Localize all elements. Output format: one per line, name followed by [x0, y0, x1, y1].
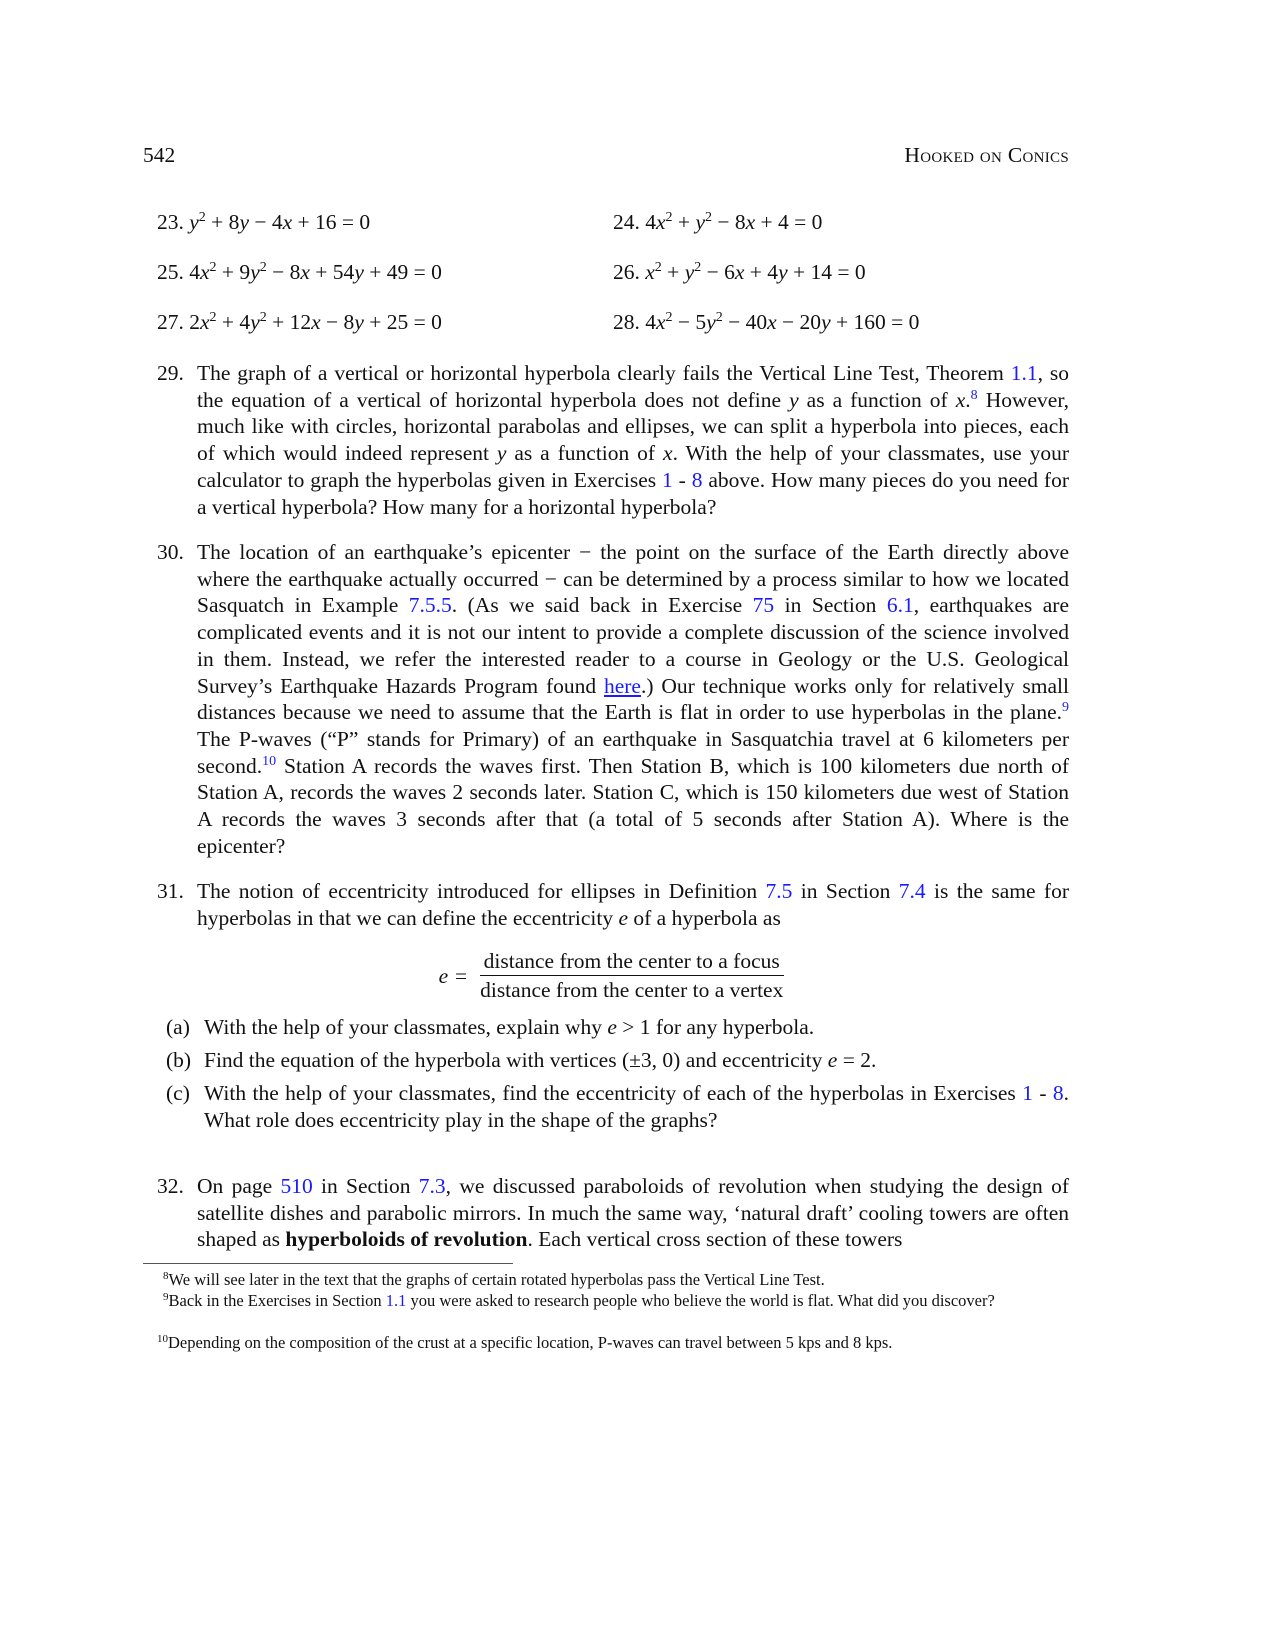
equation-exercises: [157, 210, 1069, 360]
footnote-divider: [143, 1263, 513, 1264]
text-run: .: [965, 387, 971, 412]
text-run: − 8: [320, 310, 355, 334]
text-run: However, much like with circles, horizontal parabolas and ellipses, we can split a hyperbola into pieces, each of which would indeed represent: [197, 387, 1070, 466]
sub-exercise-label: (a): [166, 1015, 190, 1040]
cross-ref-link[interactable]: 7.5: [765, 879, 793, 903]
text-run: 4: [189, 260, 200, 284]
exercise-number: 32.: [157, 1174, 184, 1198]
math-variable: y: [684, 260, 695, 284]
text-run: in Section: [774, 593, 887, 618]
math-variable: e: [607, 1015, 617, 1040]
sub-exercise: [166, 1047, 1069, 1074]
equation-row: [157, 210, 1069, 260]
text-run: We will see later in the text that the graphs of certain rotated hyperbolas pass the Vertical Line Test.: [168, 1270, 825, 1289]
exercise-text: [197, 1173, 1069, 1253]
cross-ref-link[interactable]: 1: [1022, 1080, 1033, 1105]
exercise-29: [157, 360, 1069, 520]
exercise-number: 31.: [157, 879, 184, 903]
text-run: -: [1032, 1080, 1053, 1105]
sub-exercise-text: [204, 1014, 1069, 1041]
text-run: = 2.: [837, 1048, 877, 1073]
text-run: + 9: [216, 260, 251, 284]
math-variable: x: [955, 387, 966, 412]
superscript: 2: [654, 260, 662, 275]
exercise-number: 29.: [157, 361, 184, 385]
exercise-text: [197, 539, 1069, 859]
exercise-number: 30.: [157, 540, 184, 564]
text-run: Station A records the waves first. Then Station B, which is 100 kilometers due north of Station A, records the waves 2 seconds later. Station C, which is 150 kilometers due west of Station A records the waves 3 seconds after that (a total of 5 seconds after Station A). Where is the epicenter?: [197, 753, 1069, 858]
cross-ref-link[interactable]: 75: [752, 593, 775, 618]
superscript: 2: [704, 210, 712, 225]
math-variable: y: [250, 310, 260, 334]
math-variable: x: [656, 210, 666, 234]
text-run: 4: [645, 310, 656, 334]
superscript: 10: [157, 1333, 168, 1345]
text-run: − 6: [701, 260, 735, 284]
text-run: . Each vertical cross section of these towers: [527, 1227, 903, 1252]
math-variable: x: [311, 310, 321, 334]
text-run: + 25 = 0: [363, 310, 442, 334]
text-run: +: [672, 210, 696, 234]
math-variable: y: [778, 260, 788, 284]
exercise-number: 27.: [157, 310, 190, 334]
math-variable: x: [663, 441, 673, 466]
cross-ref-link[interactable]: 8: [1052, 1080, 1064, 1105]
cross-ref-link[interactable]: 510: [280, 1174, 313, 1198]
text-run: − 4: [248, 210, 283, 234]
math-variable: y: [695, 210, 705, 234]
superscript: 2: [694, 260, 702, 275]
equation-row: [157, 260, 1069, 310]
math-variable: y: [239, 210, 249, 234]
math-variable: x: [645, 260, 655, 284]
page-number: 542: [143, 143, 176, 167]
text-run: The notion of eccentricity introduced for ellipses in Definition: [197, 879, 766, 903]
text-run: − 8: [266, 260, 301, 284]
superscript: 9: [163, 1291, 169, 1303]
text-run: in Section: [312, 1174, 419, 1198]
equation-exercise: [613, 260, 1069, 310]
math-variable: y: [496, 441, 507, 466]
text-run: + 12: [266, 310, 312, 334]
cross-ref-link[interactable]: 6.1: [886, 593, 914, 618]
sub-exercise: [166, 1080, 1069, 1133]
superscript: 2: [715, 310, 723, 325]
text-run: , so the equation of a vertical of horizontal hyperbola does not define: [197, 361, 1069, 412]
math-variable: x: [734, 260, 745, 284]
cross-ref-link[interactable]: 1.1: [385, 1291, 407, 1310]
text-run: + 16 = 0: [292, 210, 371, 234]
math-variable: y: [354, 310, 364, 334]
math-variable: x: [745, 210, 756, 234]
sub-exercise: [166, 1014, 1069, 1041]
text-run: of a hyperbola as: [628, 905, 781, 930]
equation-row: [157, 310, 1069, 360]
text-run: as a function of: [798, 387, 956, 412]
math-variable: x: [200, 260, 210, 284]
text-run: + 49 = 0: [363, 260, 442, 284]
text-run: Depending on the composition of the crust at a specific location, P-waves can travel between 5 kps and 8 kps.: [168, 1333, 893, 1352]
sub-exercise-label: (c): [166, 1080, 190, 1105]
text-run: The location of an earthquake’s epicenter − the point on the surface of the Earth directly above where the earthquake actually occurred − can be determined by a process similar to how we located Sasquatch in Example: [197, 540, 1069, 618]
text-run: in Section: [792, 879, 899, 903]
formula-numerator: distance from the center to a focus: [480, 947, 784, 976]
footnote-ref-link[interactable]: 9: [1062, 700, 1069, 716]
exercise-32: [157, 1173, 1069, 1253]
exercise-text: [197, 878, 1069, 931]
eccentricity-formula: [157, 947, 1069, 1004]
cross-ref-link[interactable]: 1: [662, 467, 673, 492]
text-run: + 4 = 0: [755, 210, 823, 234]
exercise-number: 25.: [157, 260, 190, 284]
text-run: as a function of: [506, 441, 664, 466]
superscript: 2: [259, 260, 267, 275]
equation-exercise: [613, 210, 1069, 260]
text-run: − 20: [776, 310, 822, 334]
text-run: With the help of your classmates, find the eccentricity of each of the hyperbolas in Exercises: [204, 1080, 1023, 1105]
text-run: , earthquakes are complicated events and it is not our intent to provide a complete discussion of the science involved in them. Instead, we refer the interested reader to a course in Geology or the U.S. Geological Survey’s Earthquake Hazards Program found: [197, 593, 1069, 698]
exercise-31-parts: [157, 1014, 1069, 1133]
math-variable: e: [618, 905, 629, 930]
superscript: 2: [665, 310, 673, 325]
text-run: The graph of a vertical or horizontal hyperbola clearly fails the Vertical Line Test, Theorem: [197, 361, 1011, 385]
text-run: + 4: [216, 310, 251, 334]
math-variable: x: [282, 210, 293, 234]
text-run: you were asked to research people who believe the world is flat. What did you discover?: [406, 1291, 995, 1310]
text-run: + 160 = 0: [830, 310, 920, 334]
superscript: 8: [163, 1270, 169, 1282]
text-run: is the same for hyperbolas in that we can define the eccentricity: [197, 879, 1069, 930]
equation-exercise: [613, 310, 1069, 360]
sub-exercise-text: [204, 1080, 1069, 1133]
text-run: . (As we said back in Exercise: [451, 593, 753, 618]
footnote-9: [143, 1290, 1069, 1311]
bold-term: hyperboloids of revolution: [285, 1227, 528, 1252]
text-run: > 1 for any hyperbola.: [616, 1015, 815, 1040]
text-run: +: [661, 260, 685, 284]
equation-exercise: [157, 260, 613, 310]
superscript: 2: [259, 310, 267, 325]
superscript: 2: [665, 210, 673, 225]
cross-ref-link[interactable]: 8: [691, 467, 703, 492]
text-run: 4: [645, 210, 656, 234]
exercise-text: [197, 360, 1069, 520]
text-run: + 14 = 0: [787, 260, 866, 284]
formula-lhs: e =: [438, 963, 469, 988]
footnote-ref-link[interactable]: 8: [970, 387, 978, 403]
math-variable: x: [767, 310, 777, 334]
text-run: + 54: [309, 260, 355, 284]
cross-ref-link[interactable]: 7.3: [418, 1174, 446, 1198]
text-run: Find the equation of the hyperbola with vertices (±3, 0) and eccentricity: [204, 1048, 828, 1073]
footnote-10: [143, 1332, 1069, 1353]
exercise-30: [157, 539, 1069, 859]
math-variable: e: [827, 1048, 838, 1073]
external-link[interactable]: here: [603, 673, 641, 698]
text-run: . What role does eccentricity play in the shape of the graphs?: [204, 1080, 1069, 1132]
running-title: Hooked on Conics: [904, 143, 1069, 167]
equation-exercise: [157, 310, 613, 360]
exercise-number: 24.: [613, 210, 646, 234]
sub-exercise-label: (b): [166, 1048, 192, 1073]
footnote-8: [143, 1269, 1069, 1290]
text-run: The P-waves (“P” stands for Primary) of an earthquake in Sasquatchia travel at 6 kilometers per second.: [197, 726, 1069, 778]
math-variable: x: [200, 310, 210, 334]
sub-exercise-text: [204, 1047, 1069, 1074]
text-run: 2: [189, 310, 200, 334]
exercise-31: [157, 878, 1069, 1133]
text-run: . With the help of your classmates, use your calculator to graph the hyperbolas given in Exercises: [197, 441, 1069, 492]
superscript: 2: [209, 310, 217, 325]
math-variable: y: [789, 387, 799, 412]
formula-denominator: distance from the center to a vertex: [480, 978, 784, 1003]
exercise-number: 28.: [613, 310, 646, 334]
exercise-number: 23.: [157, 210, 190, 234]
text-run: On page: [197, 1174, 281, 1198]
text-run: above. How many pieces do you need for a vertical hyperbola? How many for a horizontal hyperbola?: [197, 467, 1069, 519]
text-run: With the help of your classmates, explain why: [204, 1015, 608, 1040]
text-run: , we discussed paraboloids of revolution when studying the design of satellite dishes and parabolic mirrors. In much the same way, ‘natural draft’ cooling towers are often shaped as: [197, 1174, 1069, 1252]
exercise-number: 26.: [613, 260, 646, 284]
text-run: -: [672, 467, 692, 492]
text-run: − 8: [711, 210, 746, 234]
math-variable: y: [250, 260, 260, 284]
text-run: Back in the Exercises in Section: [168, 1291, 386, 1310]
math-variable: y: [706, 310, 716, 334]
cross-ref-link[interactable]: 1.1: [1010, 361, 1038, 385]
cross-ref-link[interactable]: 7.4: [898, 879, 926, 903]
math-variable: x: [300, 260, 310, 284]
superscript: 2: [209, 260, 217, 275]
equation-exercise: [157, 210, 613, 260]
footnote-ref-link[interactable]: 10: [262, 753, 277, 769]
text-run: + 4: [744, 260, 779, 284]
page-header: [143, 143, 1069, 168]
text-run: .) Our technique works only for relatively small distances because we need to assume that the Earth is flat in order to use hyperbolas in the plane.: [197, 673, 1070, 725]
text-run: − 40: [722, 310, 768, 334]
math-variable: y: [189, 210, 199, 234]
math-variable: y: [821, 310, 831, 334]
cross-ref-link[interactable]: 7.5.5: [408, 593, 452, 618]
math-variable: x: [656, 310, 666, 334]
text-run: + 8: [205, 210, 240, 234]
math-variable: y: [354, 260, 364, 284]
superscript: 2: [198, 210, 206, 225]
text-run: − 5: [672, 310, 707, 334]
